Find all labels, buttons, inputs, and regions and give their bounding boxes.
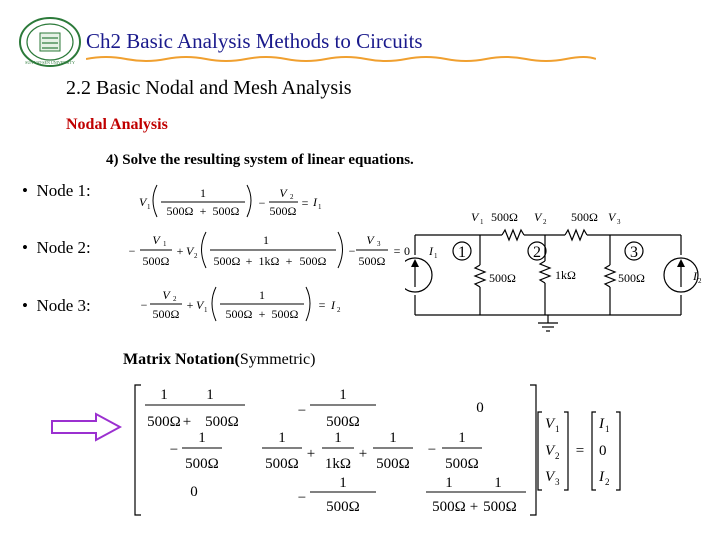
page-title: Ch2 Basic Analysis Methods to Circuits <box>86 29 423 53</box>
svg-text:I: I <box>331 298 335 312</box>
svg-text:+: + <box>245 254 253 268</box>
svg-text:V: V <box>471 210 479 224</box>
svg-text:V: V <box>545 443 555 459</box>
svg-text:500Ω: 500Ω <box>166 204 194 218</box>
subsection-heading: Nodal Analysis <box>66 116 168 133</box>
svg-text:1: 1 <box>200 186 206 200</box>
svg-text:I: I <box>599 469 604 485</box>
svg-text:1kΩ: 1kΩ <box>555 268 576 282</box>
svg-text:V: V <box>162 288 170 302</box>
svg-text:500Ω: 500Ω <box>618 271 645 285</box>
svg-text:500Ω: 500Ω <box>299 254 327 268</box>
section-heading: 2.2 Basic Nodal and Mesh Analysis <box>66 77 352 99</box>
svg-text:500Ω: 500Ω <box>142 254 170 268</box>
node3-equation <box>138 283 348 325</box>
circuit-diagram <box>405 205 710 335</box>
svg-text:=: = <box>393 244 401 258</box>
svg-text:−: − <box>348 244 356 258</box>
svg-text:−: − <box>297 490 307 506</box>
svg-text:−: − <box>258 196 266 210</box>
svg-text:3: 3 <box>555 477 560 487</box>
node1-equation <box>135 180 325 222</box>
svg-text:1: 1 <box>263 233 269 247</box>
svg-text:1: 1 <box>163 240 167 248</box>
svg-text:1: 1 <box>318 203 322 211</box>
svg-text:V: V <box>196 298 204 312</box>
logo-text: SUN YAT-SEN UNIVERSITY <box>25 60 75 65</box>
svg-text:=: = <box>318 298 326 312</box>
svg-text:1kΩ: 1kΩ <box>258 254 280 268</box>
svg-text:I: I <box>693 269 697 283</box>
svg-text:500Ω: 500Ω <box>212 204 240 218</box>
node2-equation <box>126 228 416 272</box>
svg-text:500Ω: 500Ω <box>491 210 518 224</box>
svg-text:500Ω: 500Ω <box>213 254 241 268</box>
svg-text:1: 1 <box>434 252 438 260</box>
svg-text:3: 3 <box>630 244 638 261</box>
svg-text:+: + <box>258 307 266 321</box>
svg-text:1: 1 <box>206 387 214 403</box>
matrix-notation-label: Matrix Notation(Symmetric) <box>123 351 316 368</box>
svg-text:I: I <box>599 416 604 432</box>
svg-text:−: − <box>169 442 179 458</box>
svg-text:1: 1 <box>278 430 286 446</box>
svg-text:+: + <box>176 244 184 258</box>
svg-text:2: 2 <box>194 252 198 260</box>
svg-text:+: + <box>306 446 316 462</box>
svg-text:−: − <box>297 403 307 419</box>
svg-text:500Ω: 500Ω <box>147 414 181 430</box>
svg-text:0: 0 <box>404 244 410 258</box>
svg-text:−: − <box>140 298 148 312</box>
svg-text:500Ω: 500Ω <box>185 456 219 472</box>
svg-text:V: V <box>186 244 194 258</box>
svg-text:+: + <box>199 204 207 218</box>
svg-text:3: 3 <box>617 218 621 226</box>
svg-text:500Ω: 500Ω <box>152 307 180 321</box>
svg-text:2: 2 <box>337 306 341 314</box>
svg-text:500Ω: 500Ω <box>205 414 239 430</box>
svg-text:1: 1 <box>605 424 610 434</box>
svg-text:=: = <box>575 443 585 459</box>
svg-text:3: 3 <box>377 240 381 248</box>
svg-text:+: + <box>285 254 293 268</box>
svg-text:=: = <box>301 196 309 210</box>
university-logo <box>18 16 82 68</box>
svg-text:1: 1 <box>458 244 466 261</box>
svg-text:−: − <box>427 442 437 458</box>
svg-text:500Ω: 500Ω <box>326 499 360 515</box>
svg-text:1: 1 <box>204 306 208 314</box>
svg-text:2: 2 <box>173 295 177 303</box>
svg-text:1: 1 <box>480 218 484 226</box>
svg-text:2: 2 <box>533 244 541 261</box>
svg-text:500Ω: 500Ω <box>483 499 517 515</box>
svg-text:+: + <box>186 298 194 312</box>
node2-label: • Node 2: <box>22 238 91 257</box>
svg-text:500Ω: 500Ω <box>376 456 410 472</box>
svg-text:2: 2 <box>698 277 702 285</box>
svg-text:1: 1 <box>259 288 265 302</box>
svg-text:V: V <box>139 195 147 209</box>
svg-text:1kΩ: 1kΩ <box>324 456 352 472</box>
svg-text:2: 2 <box>290 193 294 201</box>
svg-text:0: 0 <box>476 400 484 416</box>
title-decor-line <box>86 54 596 64</box>
svg-text:V: V <box>534 210 542 224</box>
svg-text:500Ω: 500Ω <box>326 414 360 430</box>
svg-text:I: I <box>429 244 433 258</box>
step-text: 4) Solve the resulting system of linear equations. <box>106 152 414 168</box>
svg-text:1: 1 <box>389 430 397 446</box>
svg-text:500Ω: 500Ω <box>265 456 299 472</box>
svg-text:1: 1 <box>494 475 502 491</box>
svg-text:+: + <box>469 499 479 515</box>
svg-text:−: − <box>128 244 136 258</box>
svg-text:+: + <box>182 414 192 430</box>
svg-text:500Ω: 500Ω <box>269 204 297 218</box>
svg-text:V: V <box>545 416 555 432</box>
svg-text:1: 1 <box>198 430 206 446</box>
svg-text:0: 0 <box>599 443 607 459</box>
svg-text:V: V <box>152 233 160 247</box>
svg-text:500Ω: 500Ω <box>432 499 466 515</box>
svg-text:I: I <box>313 195 317 209</box>
node3-label: • Node 3: <box>22 296 91 315</box>
node1-label: • Node 1: <box>22 181 91 200</box>
svg-text:0: 0 <box>190 484 198 500</box>
svg-text:500Ω: 500Ω <box>445 456 479 472</box>
svg-text:V: V <box>366 233 374 247</box>
svg-text:V: V <box>608 210 616 224</box>
right-arrow-icon <box>50 411 122 443</box>
svg-text:2: 2 <box>543 218 547 226</box>
svg-text:2: 2 <box>555 451 560 461</box>
svg-text:1: 1 <box>445 475 453 491</box>
svg-text:1: 1 <box>458 430 466 446</box>
svg-text:+: + <box>358 446 368 462</box>
svg-text:500Ω: 500Ω <box>358 254 386 268</box>
svg-text:500Ω: 500Ω <box>571 210 598 224</box>
svg-text:1: 1 <box>555 424 560 434</box>
svg-text:500Ω: 500Ω <box>271 307 299 321</box>
svg-text:1: 1 <box>160 387 168 403</box>
svg-text:V: V <box>279 186 287 200</box>
svg-text:1: 1 <box>334 430 342 446</box>
svg-text:500Ω: 500Ω <box>489 271 516 285</box>
svg-text:500Ω: 500Ω <box>225 307 253 321</box>
svg-text:V: V <box>545 469 555 485</box>
svg-text:1: 1 <box>147 203 151 211</box>
matrix-equation <box>130 380 630 520</box>
svg-text:1: 1 <box>339 387 347 403</box>
svg-text:2: 2 <box>605 477 610 487</box>
svg-text:1: 1 <box>339 475 347 491</box>
